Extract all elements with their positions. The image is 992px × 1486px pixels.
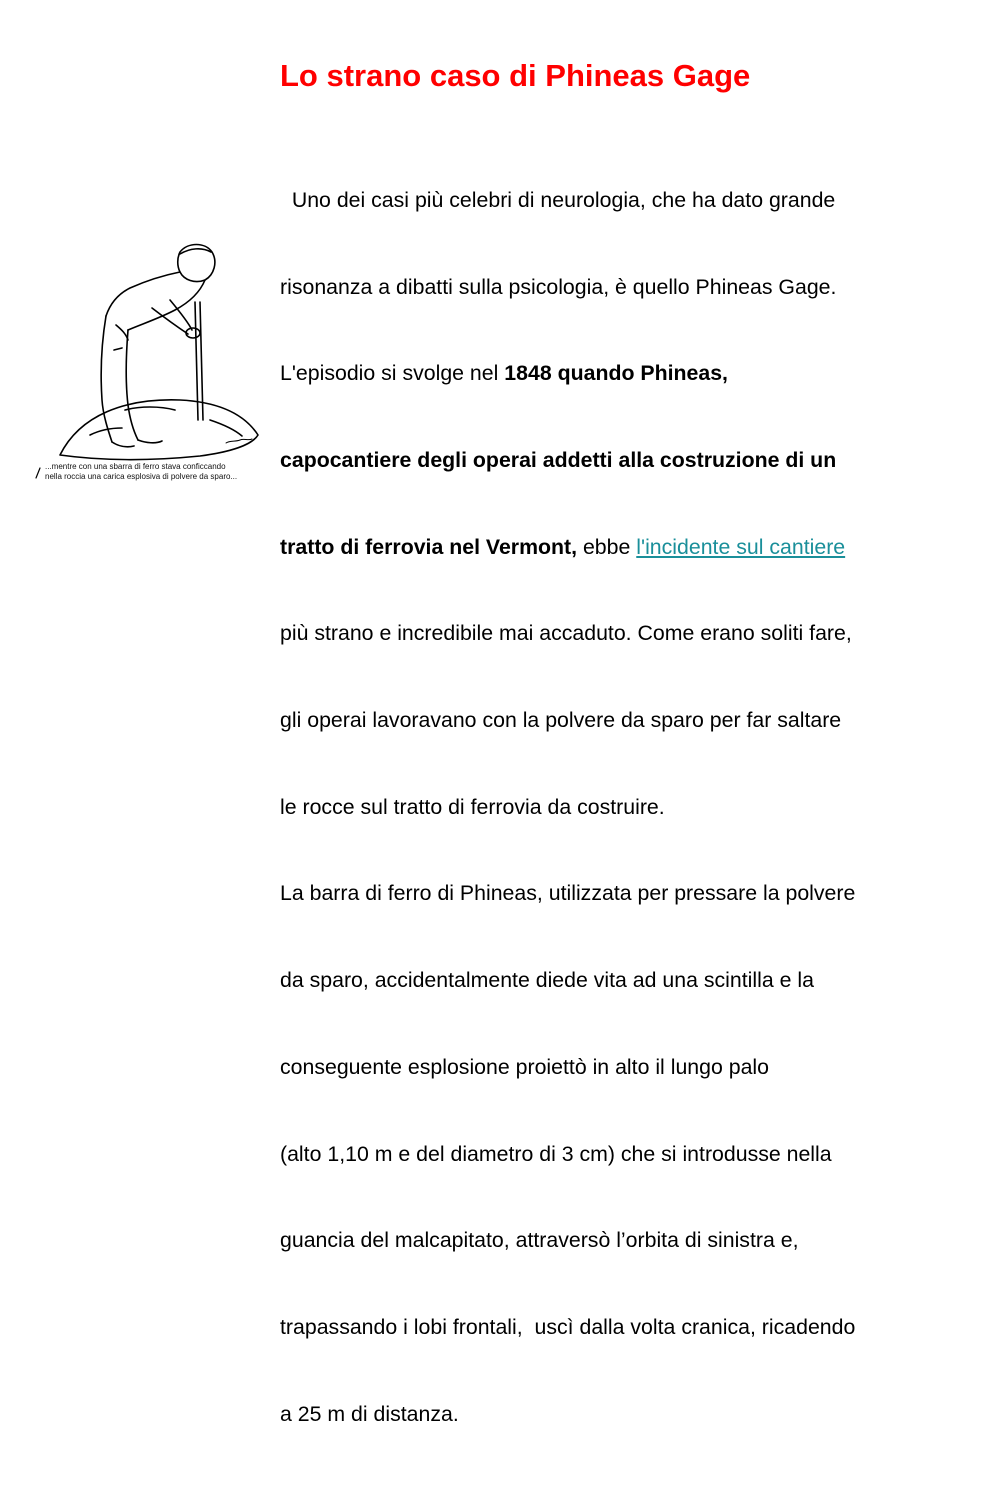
bold-text: 1848 quando Phineas, <box>504 361 728 386</box>
text-line <box>280 186 970 215</box>
text-line: trapassando i lobi frontali, uscì dalla volta cranica, ricadendo <box>280 1314 856 1339</box>
text-line: guancia del malcapitato, attraversò l’orbita di sinistra e, <box>280 1228 799 1253</box>
text-line: a 25 m di distanza. <box>280 1401 459 1426</box>
illustration-caption <box>45 462 275 482</box>
text-span: risonanza a dibatti sulla psicologia, è quello Phineas Gage. <box>280 274 837 299</box>
text-line: conseguente esplosione proiettò in alto il lungo palo <box>280 1054 769 1079</box>
text-line: (alto 1,10 m e del diametro di 3 cm) che si introdusse nella <box>280 1141 832 1166</box>
text-line: gli operai lavoravano con la polvere da sparo per far saltare <box>280 708 842 733</box>
text-line: le rocce sul tratto di ferrovia da costruire. <box>280 794 665 819</box>
text-span: Uno dei casi più celebri di neurologia, che ha dato grande <box>280 187 836 212</box>
slide-title: Lo strano caso di Phineas Gage <box>280 58 751 93</box>
bold-text: capocantiere degli operai addetti alla costruzione di un <box>280 447 837 472</box>
text-line: più strano e incredibile mai accaduto. Come erano soliti fare, <box>280 621 852 646</box>
phineas-gage-illustration <box>30 230 270 495</box>
text-line: La barra di ferro di Phineas, utilizzata per pressare la polvere <box>280 881 856 906</box>
text-span: L'episodio si svolge nel <box>280 361 505 386</box>
caption-line: nella roccia una carica esplosiva di polvere da sparo... <box>45 472 238 481</box>
text-span: ebbe <box>577 534 637 559</box>
text-line: da sparo, accidentalmente diede vita ad una scintilla e la <box>280 968 814 993</box>
text-line <box>280 359 970 388</box>
text-line <box>280 533 970 562</box>
caption-line: ...mentre con una sbarra di ferro stava conficcando <box>45 462 226 471</box>
rock-shape <box>60 400 258 460</box>
body-paragraph <box>280 128 970 1486</box>
text-line <box>280 273 970 302</box>
bold-text: tratto di ferrovia nel Vermont, <box>280 534 578 559</box>
accident-link[interactable]: l'incidente sul cantiere <box>636 534 846 559</box>
head-shape <box>178 245 215 282</box>
